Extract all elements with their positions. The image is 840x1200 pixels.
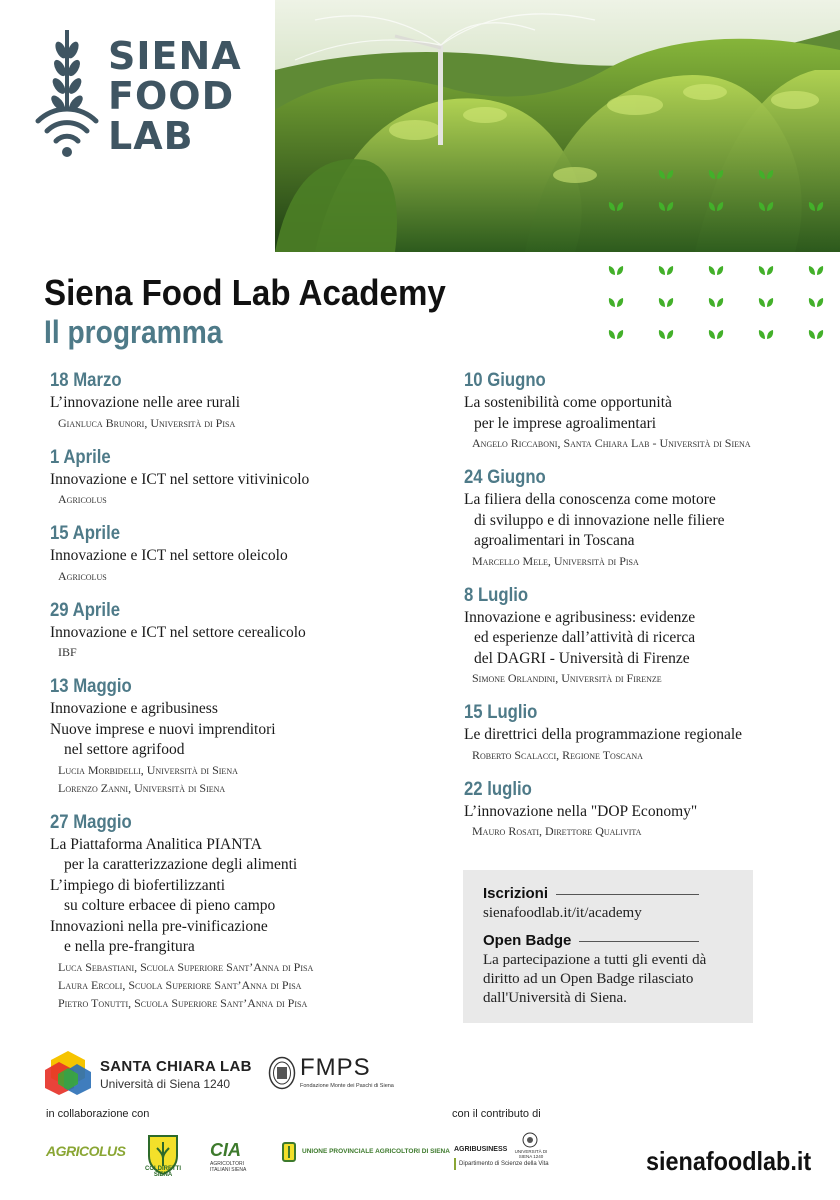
event-title-line: Innovazioni nella pre-vinificazione xyxy=(50,917,268,935)
contribution-label: con il contributo di xyxy=(452,1108,541,1120)
dsv-label: Dipartimento di Scienze della Vita xyxy=(459,1161,549,1167)
event-title-line: Innovazione e ICT nel settore vitivinicolo xyxy=(50,470,310,488)
program-event xyxy=(50,810,440,1012)
agricolus-logo: AGRICOLUS xyxy=(46,1143,126,1159)
open-badge-label: Open Badge xyxy=(483,932,572,949)
event-speaker: Angelo Riccaboni, Santa Chiara Lab - Università di Siena xyxy=(472,436,751,450)
event-date: 18 Marzo xyxy=(50,370,122,391)
fmps-subtitle: Fondazione Monte dei Paschi di Siena xyxy=(300,1083,394,1089)
event-title-line: ed esperienze dall’attività di ricerca xyxy=(474,629,696,646)
fmps-seal-icon xyxy=(268,1056,296,1090)
program-event xyxy=(464,700,824,764)
event-title-line: Nuove imprese e nuovi imprenditori xyxy=(50,720,276,738)
fmps-name: FMPS xyxy=(300,1054,371,1081)
event-date: 1 Aprile xyxy=(50,446,111,468)
event-title-line: del DAGRI - Università di Firenze xyxy=(474,649,690,667)
event-speaker: Gianluca Brunori, Università di Pisa xyxy=(58,415,236,430)
program-event xyxy=(464,465,824,570)
leaf-icon xyxy=(658,200,674,212)
leaf-icon xyxy=(608,264,624,276)
event-date: 22 luglio xyxy=(464,778,532,800)
santa-chiara-lab-subtitle: Università di Siena 1240 xyxy=(100,1077,231,1091)
event-title-line: L’innovazione nelle aree rurali xyxy=(50,394,241,411)
event-date: 15 Luglio xyxy=(464,702,538,723)
logo-line-1: SIENA xyxy=(108,34,242,78)
program-event xyxy=(50,598,440,662)
event-speaker: IBF xyxy=(58,645,77,659)
event-date: 8 Luglio xyxy=(464,584,529,606)
event-title-line: Innovazione e agribusiness xyxy=(50,700,218,717)
program-event xyxy=(50,674,440,797)
heading-rule xyxy=(556,894,699,895)
leaf-icon xyxy=(808,200,824,212)
event-title-line: di sviluppo e di innovazione nelle filiere xyxy=(474,511,725,529)
open-badge-text: La partecipazione a tutti gli eventi dà diritto ad un Open Badge rilasciato dall'Università di Siena. xyxy=(483,952,707,1006)
event-date: 27 Maggio xyxy=(50,811,132,833)
leaf-icon xyxy=(658,264,674,276)
program-event xyxy=(464,368,824,452)
leaf-icon xyxy=(708,200,724,212)
main-partners xyxy=(44,1050,394,1098)
event-title-line: Innovazione e agribusiness: evidenze xyxy=(464,608,696,626)
event-date: 29 Aprile xyxy=(50,599,121,621)
event-title-line: Innovazione e ICT nel settore oleicolo xyxy=(50,547,288,564)
event-speaker: Mauro Rosati, Direttore Qualivita xyxy=(472,824,642,838)
event-title-line: L’impiego di biofertilizzanti xyxy=(50,876,226,894)
unisi-seal-icon xyxy=(522,1132,538,1148)
leaf-icon xyxy=(758,168,774,180)
logo-line-3: LAB xyxy=(108,114,194,158)
leaf-icon xyxy=(658,296,674,308)
leaf-icon xyxy=(708,264,724,276)
upa-label: UNIONE PROVINCIALE AGRICOLTORI DI SIENA xyxy=(302,1148,450,1155)
event-title-line: Innovazione e ICT nel settore cerealicolo xyxy=(50,623,306,641)
event-speaker: Luca Sebastiani, Scuola Superiore Sant’Anna di Pisa xyxy=(58,959,314,974)
registration-link[interactable]: sienafoodlab.it/it/academy xyxy=(483,905,642,921)
event-title-line: Le direttrici della programmazione regionale xyxy=(464,726,743,743)
leaf-icon xyxy=(758,328,774,340)
program-column-left xyxy=(50,368,440,1025)
website-link[interactable]: sienafoodlab.it xyxy=(646,1146,812,1176)
collaboration-label: in collaborazione con xyxy=(46,1108,150,1120)
dsv-accent-bar xyxy=(454,1158,456,1170)
leaf-icon xyxy=(808,328,824,340)
event-date: 13 Maggio xyxy=(50,676,132,697)
santa-chiara-lab-name: SANTA CHIARA LAB xyxy=(100,1058,252,1075)
leaf-icon xyxy=(758,200,774,212)
leaf-icon xyxy=(808,296,824,308)
leaf-icon xyxy=(758,264,774,276)
leaf-icon xyxy=(808,264,824,276)
santa-chiara-lab-logo-icon xyxy=(44,1050,92,1096)
program-event xyxy=(50,445,440,509)
event-title-line: agroalimentari in Toscana xyxy=(474,532,635,549)
event-speaker: Agricolus xyxy=(58,568,107,583)
leaf-icon xyxy=(658,168,674,180)
program-event xyxy=(50,521,440,585)
leaf-pattern-decoration xyxy=(600,160,840,350)
program-event xyxy=(464,777,824,841)
registration-info-box xyxy=(463,870,753,1023)
event-title-line: su colture erbacee di pieno campo xyxy=(64,897,276,914)
event-date: 10 Giugno xyxy=(464,370,546,391)
leaf-icon xyxy=(608,200,624,212)
event-speaker: Laura Ercoli, Scuola Superiore Sant’Anna di Pisa xyxy=(58,977,302,992)
siena-food-lab-logo xyxy=(34,26,254,161)
logo-line-2: FOOD xyxy=(108,74,235,118)
event-title-line: La Piattaforma Analitica PIANTA xyxy=(50,835,262,853)
leaf-icon xyxy=(608,296,624,308)
event-title-line: La sostenibilità come opportunità xyxy=(464,394,672,411)
program-event xyxy=(50,368,440,432)
iscrizioni-label: Iscrizioni xyxy=(483,885,549,902)
agribusiness-label: AGRIBUSINESS xyxy=(454,1146,508,1153)
cia-logo: CIA xyxy=(210,1140,241,1160)
leaf-icon xyxy=(708,168,724,180)
wheat-wifi-icon xyxy=(34,28,100,160)
event-speaker: Marcello Mele, Università di Pisa xyxy=(472,553,639,568)
event-date: 15 Aprile xyxy=(50,523,121,544)
cia-subtitle: AGRICOLTORI ITALIANI SIENA xyxy=(210,1161,247,1173)
upa-logo-icon xyxy=(282,1142,296,1162)
event-speaker: Pietro Tonutti, Scuola Superiore Sant’Anna di Pisa xyxy=(58,995,308,1010)
leaf-icon xyxy=(658,328,674,340)
event-title-line: e nella pre-frangitura xyxy=(64,938,195,955)
event-speaker: Lorenzo Zanni, Università di Siena xyxy=(58,780,226,795)
event-title-line: nel settore agrifood xyxy=(64,741,185,758)
event-date: 24 Giugno xyxy=(464,467,546,488)
open-badge-heading xyxy=(483,931,733,951)
logo-wordmark xyxy=(108,36,242,156)
leaf-icon xyxy=(608,328,624,340)
event-title-line: L’innovazione nella "DOP Economy" xyxy=(464,802,698,820)
event-speaker: Lucia Morbidelli, Università di Siena xyxy=(58,762,238,777)
page-title: Siena Food Lab Academy xyxy=(44,272,446,313)
program-event xyxy=(464,583,824,688)
iscrizioni-heading xyxy=(483,884,733,904)
page-subtitle: Il programma xyxy=(44,314,223,350)
leaf-icon xyxy=(708,328,724,340)
event-speaker: Simone Orlandini, Università di Firenze xyxy=(472,671,662,685)
event-speaker: Roberto Scalacci, Regione Toscana xyxy=(472,747,643,762)
event-title-line: per le imprese agroalimentari xyxy=(474,414,657,432)
leaf-icon xyxy=(758,296,774,308)
heading-rule xyxy=(579,941,699,942)
event-speaker: Agricolus xyxy=(58,492,107,506)
event-title-line: per la caratterizzazione degli alimenti xyxy=(64,856,298,873)
coldiretti-label: COLDIRETTI SIENA xyxy=(145,1166,181,1178)
program-column-right xyxy=(464,368,824,853)
event-title-line: La filiera della conoscenza come motore xyxy=(464,491,716,508)
leaf-icon xyxy=(708,296,724,308)
unisi-label: UNIVERSITÀ DI SIENA 1240 xyxy=(514,1149,548,1159)
